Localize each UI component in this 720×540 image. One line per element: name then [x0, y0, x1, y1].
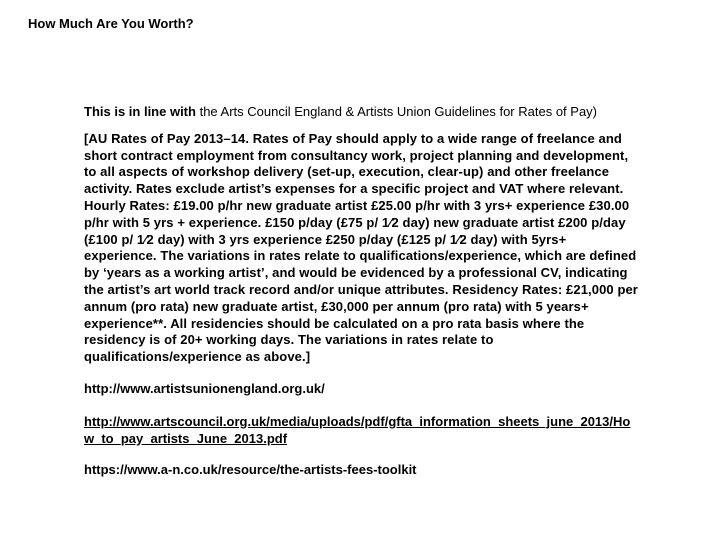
intro-lead-text: This is in line with — [84, 104, 196, 119]
arts-council-pdf-link[interactable]: http://www.artscouncil.org.uk/media/uploads/pdf/gfta_information_sheets_june_2013/How_to_pay_artists_June_2013.pdf — [84, 413, 631, 446]
a-n-fees-toolkit-link[interactable]: https://www.a-n.co.uk/resource/the-artists-fees-toolkit — [84, 462, 417, 478]
page-title: How Much Are You Worth? — [28, 16, 194, 31]
rates-paragraph: [AU Rates of Pay 2013–14. Rates of Pay should apply to a wide range of freelance and short contract employment from consultancy work, project planning and development, to all aspects of workshop delivery (set-up, execution, clear-up) and other freelance activity. Rates exclude artist’s expenses for a specific project and VAT where relevant. Hourly Rates: £19.00 p/hr new graduate artist £25.00 p/hr with 3 yrs+ experience £30.00 p/hr with 5 yrs + experience. £150 p/day (£75 p/ 1⁄2 day) new graduate artist £200 p/day (£100 p/ 1⁄2 day) with 3 yrs experience £250 p/day (£125 p/ 1⁄2 day) with 5yrs+ experience. The variations in rates relate to qualifications/experience, which are defined by ‘years as a working artist’, and would be evidenced by a professional CV, indicating the artist’s art world track record and/or unique attributes. Residency Rates: £21,000 per annum (pro rata) new graduate artist, £30,000 per annum (pro rata) with 5 years+ experience**. All residencies should be calculated on a pro rata basis where the residency is of 20+ working days. The variations in rates relate to qualifications/experience as above.] — [84, 130, 638, 365]
intro-paragraph — [84, 104, 640, 121]
main-content — [84, 104, 640, 479]
intro-rest-text: the Arts Council England & Artists Union Guidelines for Rates of Pay) — [195, 104, 598, 119]
artists-union-link[interactable]: http://www.artistsunionengland.org.uk/ — [84, 380, 325, 396]
